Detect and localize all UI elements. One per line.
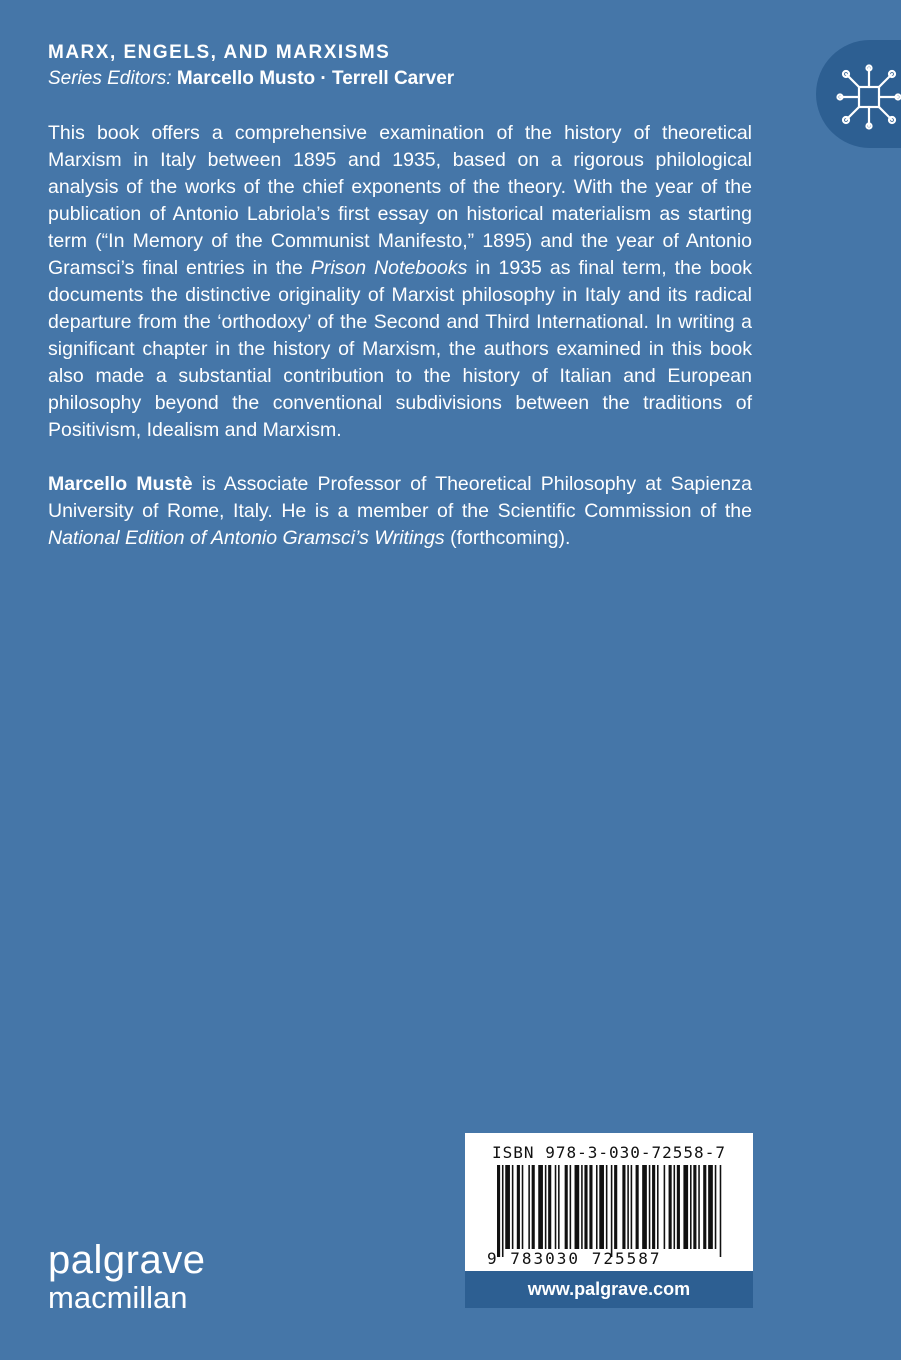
palgrave-network-icon <box>834 62 901 132</box>
barcode-bar <box>690 1165 692 1249</box>
barcode-bar <box>664 1165 666 1249</box>
barcode-bar <box>698 1165 700 1249</box>
isbn-label: ISBN 978-3-030-72558-7 <box>492 1143 726 1162</box>
barcode-bar <box>683 1165 688 1249</box>
bio-text1: is Associate Professor of Theoretical Philosophy at Sapienza University of Rome, Italy. He is a member of the Scientific Commission of the <box>48 473 752 522</box>
publisher-logo <box>48 1240 205 1313</box>
barcode-digits: 9 783030 725587 <box>487 1249 662 1268</box>
barcode-bar <box>652 1165 655 1249</box>
barcode-bar <box>522 1165 524 1249</box>
book-description <box>48 120 752 444</box>
barcode-bar <box>555 1165 557 1249</box>
barcode-bar <box>611 1165 613 1257</box>
barcode-bar <box>589 1165 592 1249</box>
publisher-line1: palgrave <box>48 1238 206 1282</box>
series-editors-names: Marcello Musto · Terrell Carver <box>176 68 455 89</box>
bio-italic-title: National Edition of Antonio Gramsci’s Writings <box>48 527 445 549</box>
series-title: MARX, ENGELS, AND MARXISMS <box>48 42 391 63</box>
bio-author: Marcello Mustè <box>48 473 193 495</box>
author-bio <box>48 471 752 552</box>
barcode-box <box>465 1133 753 1308</box>
barcode-bars <box>497 1165 723 1257</box>
barcode-bar <box>581 1165 583 1249</box>
publisher-line2: macmillan <box>48 1280 188 1315</box>
barcode-bar <box>565 1165 568 1249</box>
barcode-bar <box>497 1165 500 1257</box>
barcode-bar <box>532 1165 535 1249</box>
bio-text2: (forthcoming). <box>444 527 571 549</box>
barcode-bar <box>517 1165 520 1249</box>
description-part2: in 1935 as final term, the book documents the distinctive originality of Marxist philosophy in Italy and its radical departure from the ‘orthodoxy’ of the Second and Third International. In writing a significant chapter in the history of Marxism, the authors examined in this book also made a substantial contribution to the history of Italian and European philosophy beyond the conventional subdivisions between the traditions of Positivism, Idealism and Marxism. <box>48 257 752 441</box>
barcode-bar <box>538 1165 543 1249</box>
barcode-bar <box>599 1165 604 1249</box>
barcode-bar <box>570 1165 572 1249</box>
barcode-bar <box>720 1165 722 1257</box>
description-italic-title: Prison Notebooks <box>310 257 468 279</box>
barcode-bar <box>505 1165 510 1249</box>
barcode-bar <box>596 1165 598 1249</box>
logo-tab <box>816 40 901 148</box>
barcode-bar <box>657 1165 659 1249</box>
barcode-bar <box>674 1165 676 1249</box>
barcode-bar <box>528 1165 530 1249</box>
barcode-bar <box>631 1165 633 1249</box>
description-part1: This book offers a comprehensive examination of the history of theoretical Marxism in Italy between 1895 and 1935, based on a rigorous philological analysis of the works of the chief exponents of the theory. With the year of the publication of Antonio Labriola’s first essay on historical materialism as starting term (“In Memory of the Communist Manifesto,” 1895) and the year of Antonio Gramsci’s final entries in the <box>48 122 752 279</box>
barcode-bar <box>584 1165 587 1249</box>
barcode-bar <box>703 1165 706 1249</box>
barcode-bar <box>636 1165 639 1249</box>
barcode-bar <box>642 1165 647 1249</box>
barcode-bar <box>606 1165 608 1249</box>
website-link[interactable]: www.palgrave.com <box>465 1271 753 1308</box>
barcode-bar <box>512 1165 514 1249</box>
barcode-bar <box>677 1165 680 1249</box>
series-editors <box>48 68 454 90</box>
barcode-bar <box>622 1165 625 1249</box>
barcode-bar <box>545 1165 547 1249</box>
barcode-bar <box>715 1165 717 1249</box>
barcode-bar <box>669 1165 672 1249</box>
barcode-bar <box>575 1165 580 1249</box>
barcode-bar <box>502 1165 504 1257</box>
barcode-bar <box>614 1165 617 1249</box>
barcode-bar <box>708 1165 713 1249</box>
barcode-bar <box>649 1165 651 1249</box>
barcode-bar <box>548 1165 551 1249</box>
barcode-bar <box>558 1165 560 1249</box>
series-editors-label: Series Editors: <box>48 68 172 89</box>
barcode-bar <box>693 1165 696 1249</box>
barcode-bar <box>627 1165 629 1249</box>
